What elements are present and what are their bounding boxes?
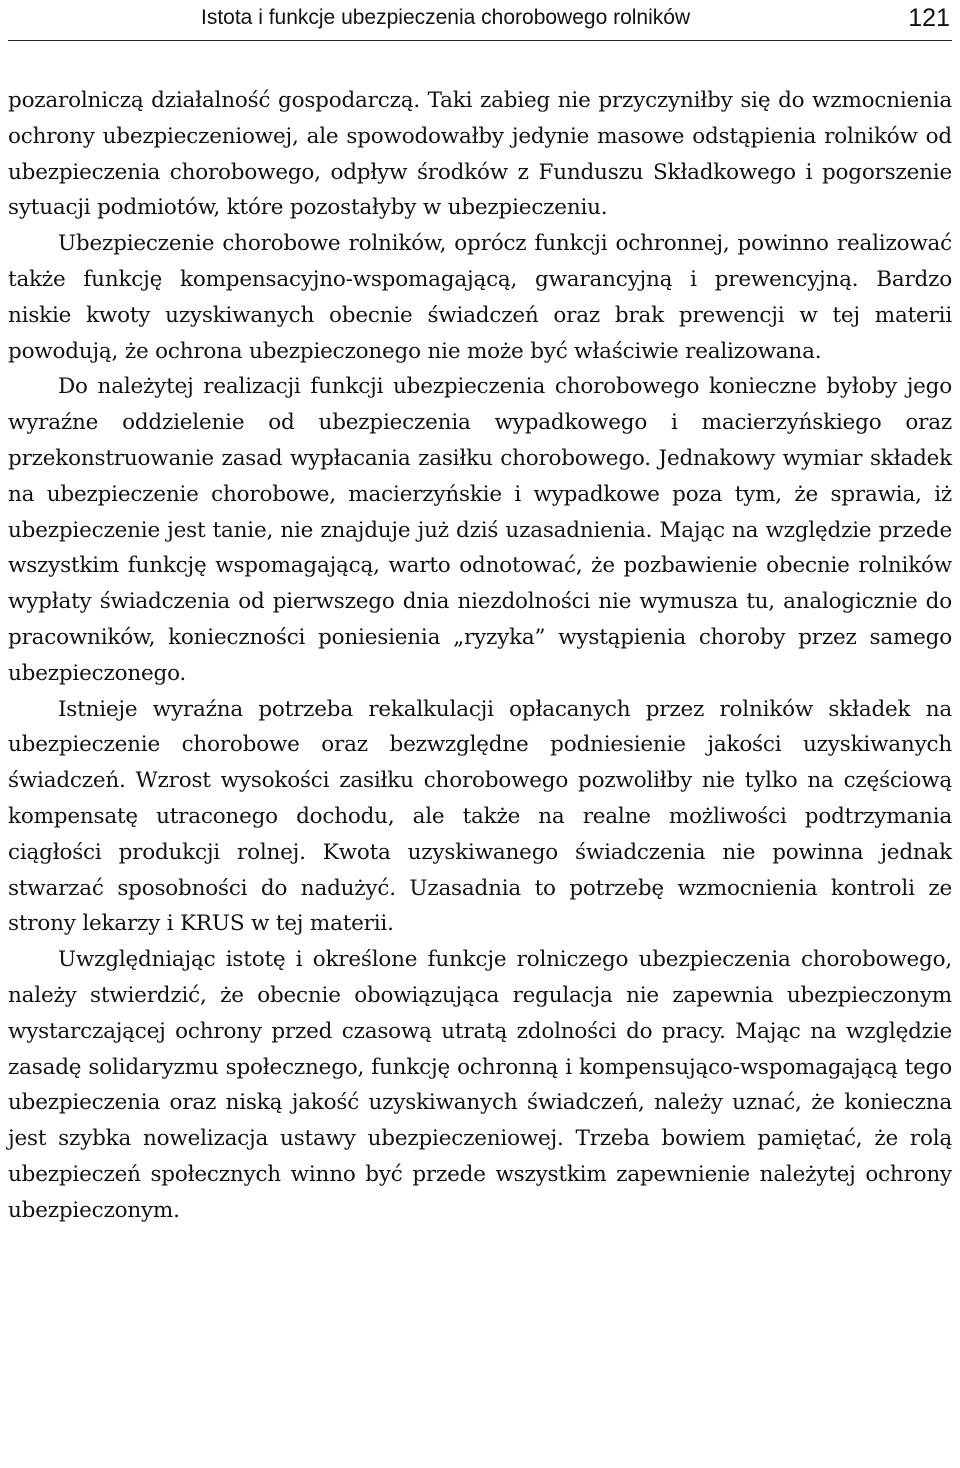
- running-title: Istota i funkcje ubezpieczenia chorobowego rolników: [201, 6, 691, 29]
- paragraph-conclusion: Uwzględniając istotę i określone funkcje rolniczego ubezpieczenia chorobowego, należy stwierdzić, że obecnie obowiązująca regulacja nie zapewnia ubezpieczonym wystarczającej ochrony przed czasową utratą zdolności do pracy. Mając na względzie zasadę solidaryzmu społecznego, funkcję ochronną i kompensująco-wspomagającą tego ubezpieczenia oraz niską jakość uzyskiwanych świadczeń, należy uznać, że konieczna jest szybka nowelizacja ustawy ubezpieczeniowej. Trzeba bowiem pamiętać, że rolą ubezpieczeń społecznych winno być przede wszystkim zapewnienie należytej ochrony ubezpieczonym.: [8, 947, 952, 1223]
- body-text: [8, 83, 952, 1229]
- paragraph-protective-function: Ubezpieczenie chorobowe rolników, oprócz funkcji ochronnej, powinno realizować także funkcję kompensacyjno-wspomagającą, gwarancyjną i prewencyjną. Bardzo niskie kwoty uzyskiwanych obecnie świadczeń oraz brak prewencji w tej materii powodują, że ochrona ubezpieczonego nie może być właściwie realizowana.: [8, 231, 952, 364]
- page-number: 121: [908, 4, 950, 32]
- paragraph-separation: Do należytej realizacji funkcji ubezpieczenia chorobowego konieczne byłoby jego wyraźne oddzielenie od ubezpieczenia wypadkowego i macierzyńskiego oraz przekonstruowanie zasad wypłacania zasiłku chorobowego. Jednakowy wymiar składek na ubezpieczenie chorobowe, macierzyńskie i wypadkowe poza tym, że sprawia, iż ubezpieczenie jest tanie, nie znajduje już dziś uzasadnienia. Mając na względzie przede wszystkim funkcję wspomagającą, warto odnotować, że pozbawienie obecnie rolników wypłaty świadczenia od pierwszego dnia niezdolności nie wymusza tu, analogicznie do pracowników, konieczności poniesienia „ryzyka” wystąpienia choroby przez samego ubezpieczonego.: [8, 374, 952, 686]
- paragraph-recalculation: Istnieje wyraźna potrzeba rekalkulacji opłacanych przez rolników składek na ubezpieczenie chorobowe oraz bezwzględne podniesienie jakości uzyskiwanych świadczeń. Wzrost wysokości zasiłku chorobowego pozwoliłby nie tylko na częściową kompensatę utraconego dochodu, ale także na realne możliwości podtrzymania ciągłości produkcji rolnej. Kwota uzyskiwanego świadczenia nie powinna jednak stwarzać sposobności do nadużyć. Uzasadnia to potrzebę wzmocnienia kontroli ze strony lekarzy i KRUS w tej materii.: [8, 696, 952, 937]
- paragraph-continuation: pozarolniczą działalność gospodarczą. Taki zabieg nie przyczyniłby się do wzmocnienia ochrony ubezpieczeniowej, ale spowodowałby jedynie masowe odstąpienia rolników od ubezpieczenia chorobowego, odpływ środków z Funduszu Składkowego i pogorszenie sytuacji podmiotów, które pozostałyby w ubezpieczeniu.: [8, 88, 952, 221]
- running-header: [8, 0, 952, 41]
